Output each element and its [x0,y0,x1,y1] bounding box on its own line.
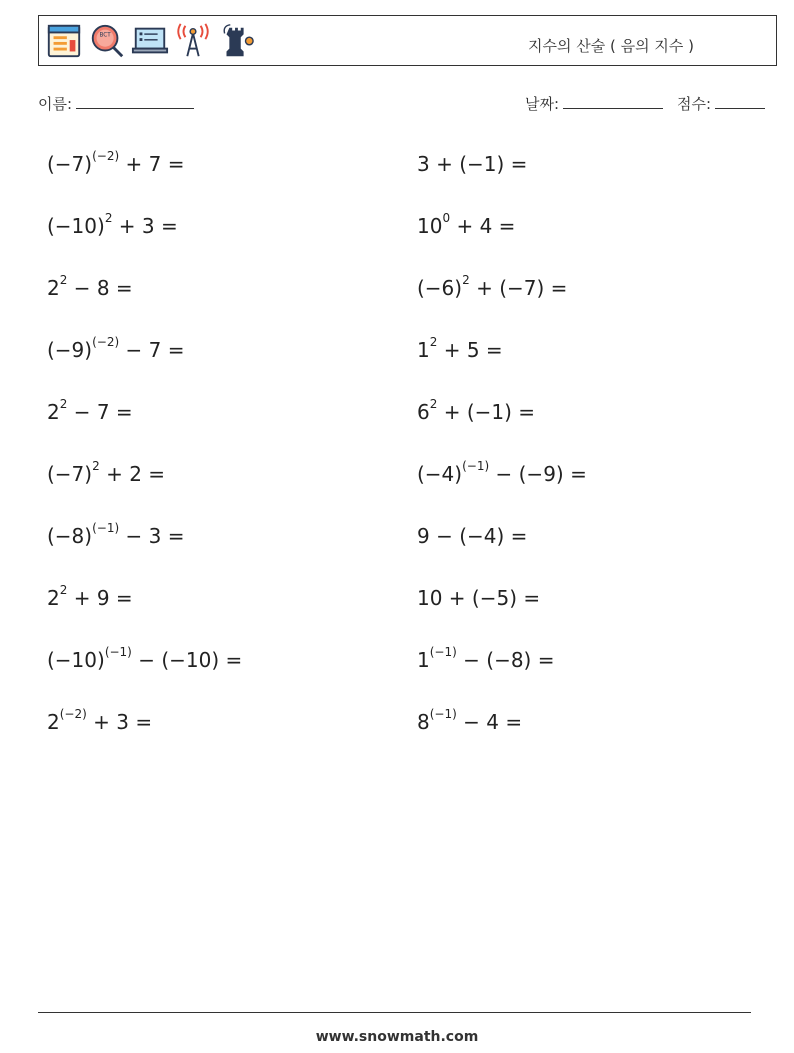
problem-rest: + 5 = [437,338,503,362]
signal-tower-icon [174,22,212,60]
problem-rest: + (−7) = [469,276,568,300]
problem-exponent: (−1) [429,645,457,660]
score-blank[interactable] [715,94,765,109]
problem-base: 8 [417,710,430,734]
score-field [677,93,765,114]
problem-rest: + 9 = [67,586,133,610]
problem-base: (−6) [417,276,463,300]
problem-base: 2 [47,276,60,300]
problem-rest: − 7 = [119,338,185,362]
problem-base: (−7) [47,462,93,486]
worksheet-title: 지수의 산술 ( 음의 지수 ) [528,37,694,55]
problem-rest: − 7 = [67,400,133,424]
footer-website: www.snowmath.com [315,1029,479,1045]
problem-exponent: (−1) [104,645,132,660]
problem-base: (−10) [47,214,105,238]
date-field [525,93,663,114]
problem-rest: − (−10) = [131,648,243,672]
name-field [38,93,194,114]
problem-base: 3 + (−1) = [417,152,528,176]
problem-item [47,459,166,486]
magnifier-badge-icon [88,22,126,60]
problem-item [47,335,185,362]
problem-base: 2 [47,586,60,610]
problem-exponent: 2 [429,397,438,412]
footer-divider [38,1012,751,1013]
svg-text:BCT: BCT [99,32,111,39]
name-blank[interactable] [76,94,194,109]
problem-item [417,273,568,300]
problem-exponent: (−1) [92,521,120,536]
problem-base: 1 [417,648,430,672]
problem-item [417,707,523,734]
document-chart-icon [45,22,83,60]
date-blank[interactable] [563,94,663,109]
problem-exponent: (−2) [92,149,120,164]
problem-base: 9 − (−4) = [417,524,528,548]
problem-exponent: 2 [429,335,438,350]
problem-item [47,521,185,548]
problem-exponent: (−1) [429,707,457,722]
problem-item [47,397,133,424]
problem-rest: − (−8) = [456,648,555,672]
problem-item [47,149,185,176]
problem-rest: − 3 = [119,524,185,548]
problem-item [417,335,503,362]
problem-item [417,586,540,610]
header-icons [45,22,255,62]
problem-base: 2 [47,400,60,424]
chess-rook-icon [217,22,255,60]
problem-rest: + 3 = [86,710,153,734]
problem-exponent: 2 [104,211,113,226]
problem-exponent: (−1) [462,459,490,474]
problem-exponent: (−2) [92,335,120,350]
problem-rest: + (−1) = [437,400,536,424]
problem-exponent: 2 [59,273,68,288]
problem-exponent: 2 [462,273,470,288]
problem-base: (−10) [47,648,105,672]
problem-item [47,707,153,734]
problem-base: (−7) [47,152,93,176]
problem-exponent: 0 [442,211,451,226]
problem-base: 2 [47,710,60,734]
problem-item [417,211,516,238]
problem-base: 10 [417,214,443,238]
problem-rest: − 4 = [456,710,523,734]
problem-rest: − (−9) = [489,462,587,486]
problem-item [417,152,527,176]
problem-rest: + 4 = [450,214,516,238]
problem-item [417,459,587,486]
problem-base: (−4) [417,462,463,486]
problem-item [417,524,527,548]
problem-item [47,211,178,238]
date-label: 날짜: [525,95,560,113]
laptop-checklist-icon [131,22,169,60]
problem-rest: − 8 = [67,276,133,300]
name-label: 이름: [38,95,73,113]
problem-item [47,645,243,672]
problem-item [417,397,536,424]
problem-exponent: 2 [59,397,68,412]
problem-base: (−8) [47,524,93,548]
problem-rest: + 3 = [112,214,178,238]
problem-item [417,645,555,672]
problem-base: (−9) [47,338,93,362]
problem-base: 10 + (−5) = [417,586,541,610]
worksheet-header [38,15,777,66]
problem-item [47,583,133,610]
problem-exponent: (−2) [59,707,87,722]
problem-exponent: 2 [92,459,100,474]
problem-rest: + 2 = [99,462,166,486]
problem-exponent: 2 [59,583,68,598]
problem-item [47,273,133,300]
problem-rest: + 7 = [119,152,185,176]
score-label: 점수: [677,95,712,113]
problem-base: 1 [417,338,430,362]
problem-base: 6 [417,400,430,424]
